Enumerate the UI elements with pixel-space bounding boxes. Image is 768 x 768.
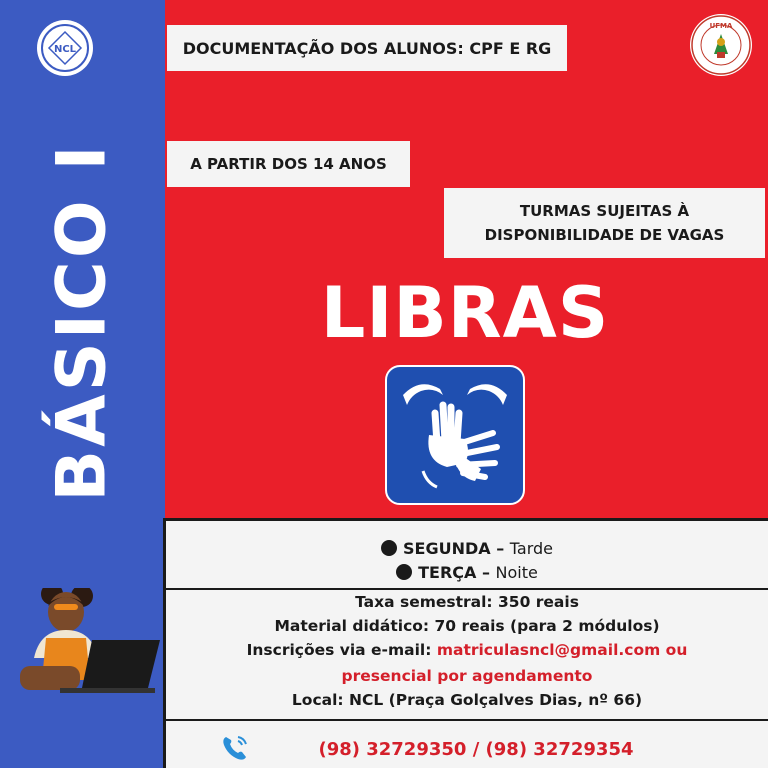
phone-row xyxy=(166,731,768,767)
availability-line-1: TURMAS SUJEITAS À xyxy=(519,202,690,220)
fee-text: Taxa semestral: 350 reais xyxy=(355,593,579,611)
location-text: Local: NCL (Praça Golçalves Dias, nº 66) xyxy=(291,691,643,709)
svg-text:NCL: NCL xyxy=(53,44,77,55)
info-box xyxy=(163,518,768,768)
material-text: Material didático: 70 reais (para 2 módulos) xyxy=(274,617,660,635)
divider xyxy=(166,588,768,590)
presencial-text: presencial por agendamento xyxy=(341,667,593,685)
student-laptop-illustration xyxy=(20,588,165,698)
email-link[interactable]: matriculasncl@gmail.com ou xyxy=(436,641,688,659)
schedule-day: TERÇA xyxy=(418,563,477,582)
svg-text:UFMA: UFMA xyxy=(709,22,733,30)
documentation-text: DOCUMENTAÇÃO DOS ALUNOS: CPF E RG xyxy=(182,38,552,58)
availability-line-2: DISPONIBILIDADE DE VAGAS xyxy=(484,226,725,244)
schedule-period: Tarde xyxy=(509,539,553,558)
age-text: A PARTIR DOS 14 ANOS xyxy=(190,155,387,173)
divider xyxy=(166,719,768,721)
schedule-day: SEGUNDA xyxy=(402,539,491,558)
sign-language-icon xyxy=(385,365,525,505)
bullet-icon xyxy=(396,564,412,580)
bullet-icon xyxy=(381,540,397,556)
ncl-logo xyxy=(37,20,93,76)
ufma-logo xyxy=(690,14,752,76)
documentation-tag xyxy=(167,25,567,71)
email-label: Inscrições via e-mail: xyxy=(246,641,432,659)
vertical-course-level: BÁSICO I xyxy=(42,142,122,502)
main-title: LIBRAS xyxy=(320,272,610,354)
email-line xyxy=(166,641,768,659)
schedule-item-monday: SEGUNDA – Tarde xyxy=(166,539,768,558)
availability-tag xyxy=(444,188,765,258)
age-tag xyxy=(167,141,410,187)
schedule-period: Noite xyxy=(495,563,538,582)
schedule-item-tuesday: TERÇA – Noite xyxy=(166,563,768,582)
phone-icon xyxy=(218,731,252,765)
phone-numbers[interactable]: (98) 32729350 / (98) 32729354 xyxy=(318,739,634,760)
